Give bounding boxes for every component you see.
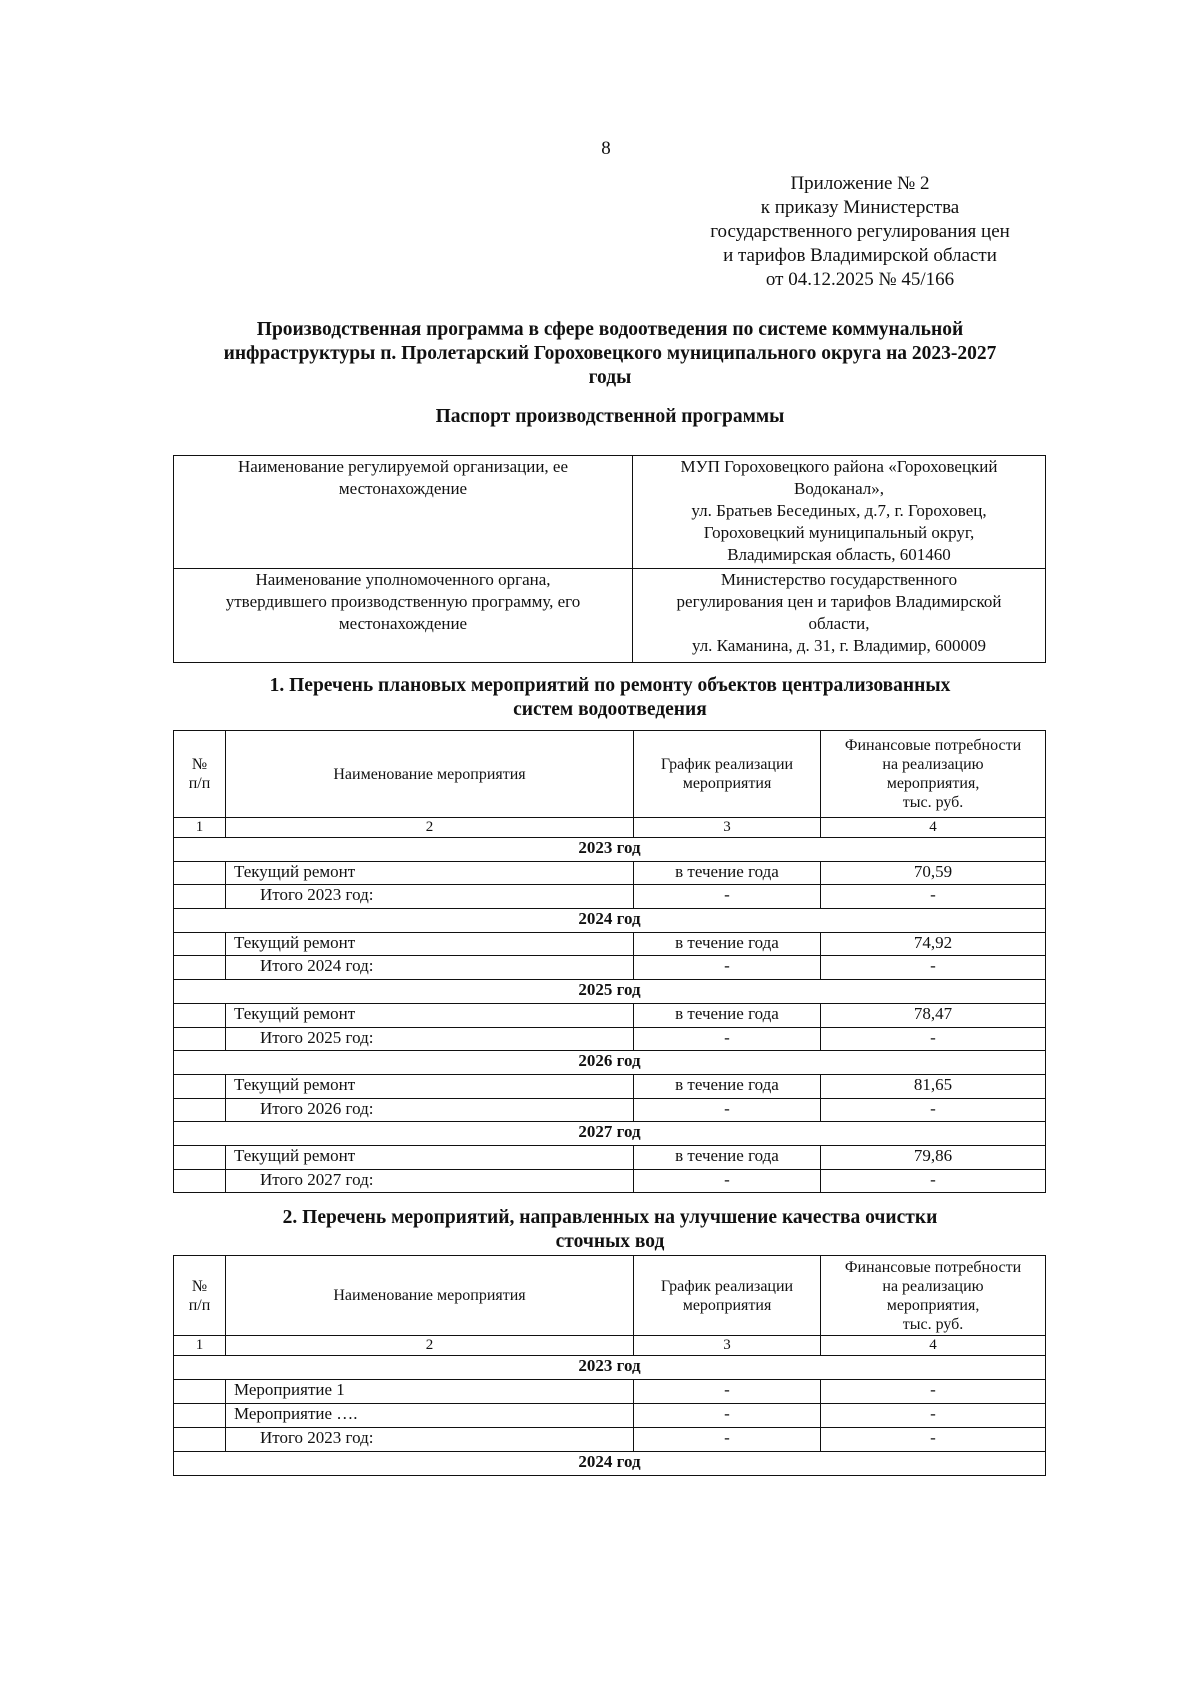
year-label: 2023 год <box>174 838 1046 862</box>
column-header <box>226 1256 634 1336</box>
column-number: 2 <box>226 1336 634 1356</box>
passport-label <box>174 456 633 569</box>
passport-row <box>174 456 1046 569</box>
row-number <box>174 932 226 956</box>
schedule: - <box>634 1027 821 1051</box>
financial-need: 81,65 <box>821 1074 1046 1098</box>
header-line: Финансовые потребности <box>844 1258 1022 1276</box>
passport-value <box>633 569 1046 663</box>
header-line: График реализации <box>660 756 794 773</box>
column-number: 4 <box>821 1336 1046 1356</box>
financial-need: - <box>821 1404 1046 1428</box>
column-number: 2 <box>226 818 634 838</box>
activity-name: Итого 2023 год: <box>226 1428 634 1452</box>
row-number <box>174 1027 226 1051</box>
table-row <box>174 1074 1046 1098</box>
column-number-row <box>174 818 1046 838</box>
text-line: ул. Каманина, д. 31, г. Владимир, 600009 <box>691 636 987 655</box>
schedule: в течение года <box>634 932 821 956</box>
header-line: мероприятия <box>682 1296 772 1314</box>
financial-need: 70,59 <box>821 861 1046 885</box>
header-line: Финансовые потребности <box>844 737 1022 754</box>
year-label: 2024 год <box>174 1452 1046 1476</box>
activity-name: Мероприятие 1 <box>226 1380 634 1404</box>
schedule: - <box>634 1428 821 1452</box>
column-number-row <box>174 1336 1046 1356</box>
appendix-line: и тарифов Владимирской области <box>723 245 997 266</box>
passport-label <box>174 569 633 663</box>
schedule: - <box>634 956 821 980</box>
column-number: 1 <box>174 818 226 838</box>
text-line: утвердившего производственную программу, его <box>225 592 581 611</box>
year-row <box>174 1122 1046 1146</box>
activity-name: Итого 2024 год: <box>226 956 634 980</box>
title-line: Производственная программа в сфере водоотведения по системе коммунальной <box>256 319 964 340</box>
passport-value <box>633 456 1046 569</box>
column-header <box>821 731 1046 818</box>
header-line: № <box>191 1277 208 1295</box>
activity-name: Итого 2026 год: <box>226 1098 634 1122</box>
column-number: 4 <box>821 818 1046 838</box>
column-number: 3 <box>634 818 821 838</box>
column-number: 3 <box>634 1336 821 1356</box>
year-row <box>174 1356 1046 1380</box>
column-header <box>821 1256 1046 1336</box>
schedule: в течение года <box>634 1074 821 1098</box>
year-row <box>174 1452 1046 1476</box>
row-number <box>174 1145 226 1169</box>
text-line: МУП Гороховецкого района «Гороховецкий <box>680 457 998 476</box>
activity-name: Итого 2025 год: <box>226 1027 634 1051</box>
header-line: мероприятия, <box>886 1296 980 1314</box>
row-number <box>174 861 226 885</box>
appendix-line: государственного регулирования цен <box>710 221 1010 242</box>
appendix-note <box>660 172 1060 292</box>
financial-need: - <box>821 1098 1046 1122</box>
title-line: систем водоотведения <box>513 699 707 720</box>
table-row <box>174 1404 1046 1428</box>
table-row <box>174 1145 1046 1169</box>
treatment-plan-table <box>173 1255 1046 1476</box>
schedule: - <box>634 885 821 909</box>
repair-plan-table <box>173 730 1046 1193</box>
schedule: - <box>634 1169 821 1193</box>
text-line: местонахождение <box>338 614 468 633</box>
header-row <box>174 1256 1046 1336</box>
activity-name: Итого 2023 год: <box>226 885 634 909</box>
year-row <box>174 838 1046 862</box>
financial-need: - <box>821 1169 1046 1193</box>
text-line: Владимирская область, 601460 <box>727 545 951 564</box>
header-line: тыс. руб. <box>902 1315 964 1333</box>
financial-need: 79,86 <box>821 1145 1046 1169</box>
schedule: в течение года <box>634 1145 821 1169</box>
activity-name: Мероприятие …. <box>226 1404 634 1428</box>
header-line: мероприятия, <box>886 775 980 792</box>
header-line: мероприятия <box>682 775 772 792</box>
total-row <box>174 956 1046 980</box>
column-header <box>634 731 821 818</box>
table-row <box>174 1380 1046 1404</box>
table-row <box>174 932 1046 956</box>
financial-need: - <box>821 885 1046 909</box>
year-row <box>174 909 1046 933</box>
appendix-line: от 04.12.2025 № 45/166 <box>765 269 955 290</box>
financial-need: - <box>821 1380 1046 1404</box>
schedule: - <box>634 1098 821 1122</box>
header-line: п/п <box>188 775 211 792</box>
row-number <box>174 956 226 980</box>
financial-need: - <box>821 956 1046 980</box>
title-line: годы <box>588 367 632 388</box>
total-row <box>174 885 1046 909</box>
row-number <box>174 1380 226 1404</box>
financial-need: 74,92 <box>821 932 1046 956</box>
column-header <box>174 731 226 818</box>
schedule: в течение года <box>634 1003 821 1027</box>
text-line: регулирования цен и тарифов Владимирской <box>676 592 1002 611</box>
year-row <box>174 980 1046 1004</box>
text-line: Наименование уполномоченного органа, <box>255 570 551 589</box>
activity-name: Текущий ремонт <box>226 861 634 885</box>
document-title <box>150 318 1070 390</box>
text-line: местонахождение <box>338 479 468 498</box>
header-line: Наименование мероприятия <box>333 765 526 783</box>
financial-need: - <box>821 1027 1046 1051</box>
activity-name: Итого 2027 год: <box>226 1169 634 1193</box>
activity-name: Текущий ремонт <box>226 932 634 956</box>
schedule: - <box>634 1404 821 1428</box>
text-line: Министерство государственного <box>720 570 958 589</box>
passport-title: Паспорт производственной программы <box>435 406 785 427</box>
text-line: Гороховецкий муниципальный округ, <box>703 523 975 542</box>
header-line: № <box>191 756 208 773</box>
schedule: в течение года <box>634 861 821 885</box>
year-label: 2023 год <box>174 1356 1046 1380</box>
year-label: 2027 год <box>174 1122 1046 1146</box>
title-line: сточных вод <box>555 1231 665 1252</box>
total-row <box>174 1027 1046 1051</box>
title-line: 2. Перечень мероприятий, направленных на улучшение качества очистки <box>282 1207 938 1228</box>
passport-row <box>174 569 1046 663</box>
header-line: График реализации <box>660 1277 794 1295</box>
total-row <box>174 1169 1046 1193</box>
year-label: 2024 год <box>174 909 1046 933</box>
total-row <box>174 1098 1046 1122</box>
row-number <box>174 1074 226 1098</box>
section-1-title <box>150 674 1070 722</box>
financial-need: 78,47 <box>821 1003 1046 1027</box>
header-line: п/п <box>188 1296 211 1314</box>
title-line: 1. Перечень плановых мероприятий по ремонту объектов централизованных <box>269 675 951 696</box>
appendix-line: к приказу Министерства <box>760 197 960 218</box>
column-number: 1 <box>174 1336 226 1356</box>
year-label: 2026 год <box>174 1051 1046 1075</box>
total-row <box>174 1428 1046 1452</box>
activity-name: Текущий ремонт <box>226 1145 634 1169</box>
header-line: Наименование мероприятия <box>333 1287 526 1304</box>
page-number: 8 <box>601 138 611 159</box>
table-row <box>174 861 1046 885</box>
column-header <box>226 731 634 818</box>
year-row <box>174 1051 1046 1075</box>
title-line: инфраструктуры п. Пролетарский Гороховецкого муниципального округа на 2023-2027 <box>223 343 997 364</box>
text-line: Наименование регулируемой организации, ее <box>237 457 569 476</box>
table-row <box>174 1003 1046 1027</box>
row-number <box>174 1169 226 1193</box>
text-line: области, <box>808 614 870 633</box>
schedule: - <box>634 1380 821 1404</box>
passport-table <box>173 455 1046 663</box>
appendix-line: Приложение № 2 <box>790 173 930 194</box>
row-number <box>174 1404 226 1428</box>
text-line: Водоканал», <box>793 479 885 498</box>
text-line: ул. Братьев Бесединых, д.7, г. Гороховец, <box>691 501 987 520</box>
header-line: тыс. руб. <box>902 794 964 811</box>
header-line: на реализацию <box>882 1277 984 1295</box>
row-number <box>174 1428 226 1452</box>
header-line: на реализацию <box>882 756 984 773</box>
row-number <box>174 1003 226 1027</box>
column-header <box>174 1256 226 1336</box>
financial-need: - <box>821 1428 1046 1452</box>
row-number <box>174 885 226 909</box>
activity-name: Текущий ремонт <box>226 1003 634 1027</box>
section-2-title <box>150 1206 1070 1254</box>
year-label: 2025 год <box>174 980 1046 1004</box>
header-row <box>174 731 1046 818</box>
row-number <box>174 1098 226 1122</box>
column-header <box>634 1256 821 1336</box>
activity-name: Текущий ремонт <box>226 1074 634 1098</box>
